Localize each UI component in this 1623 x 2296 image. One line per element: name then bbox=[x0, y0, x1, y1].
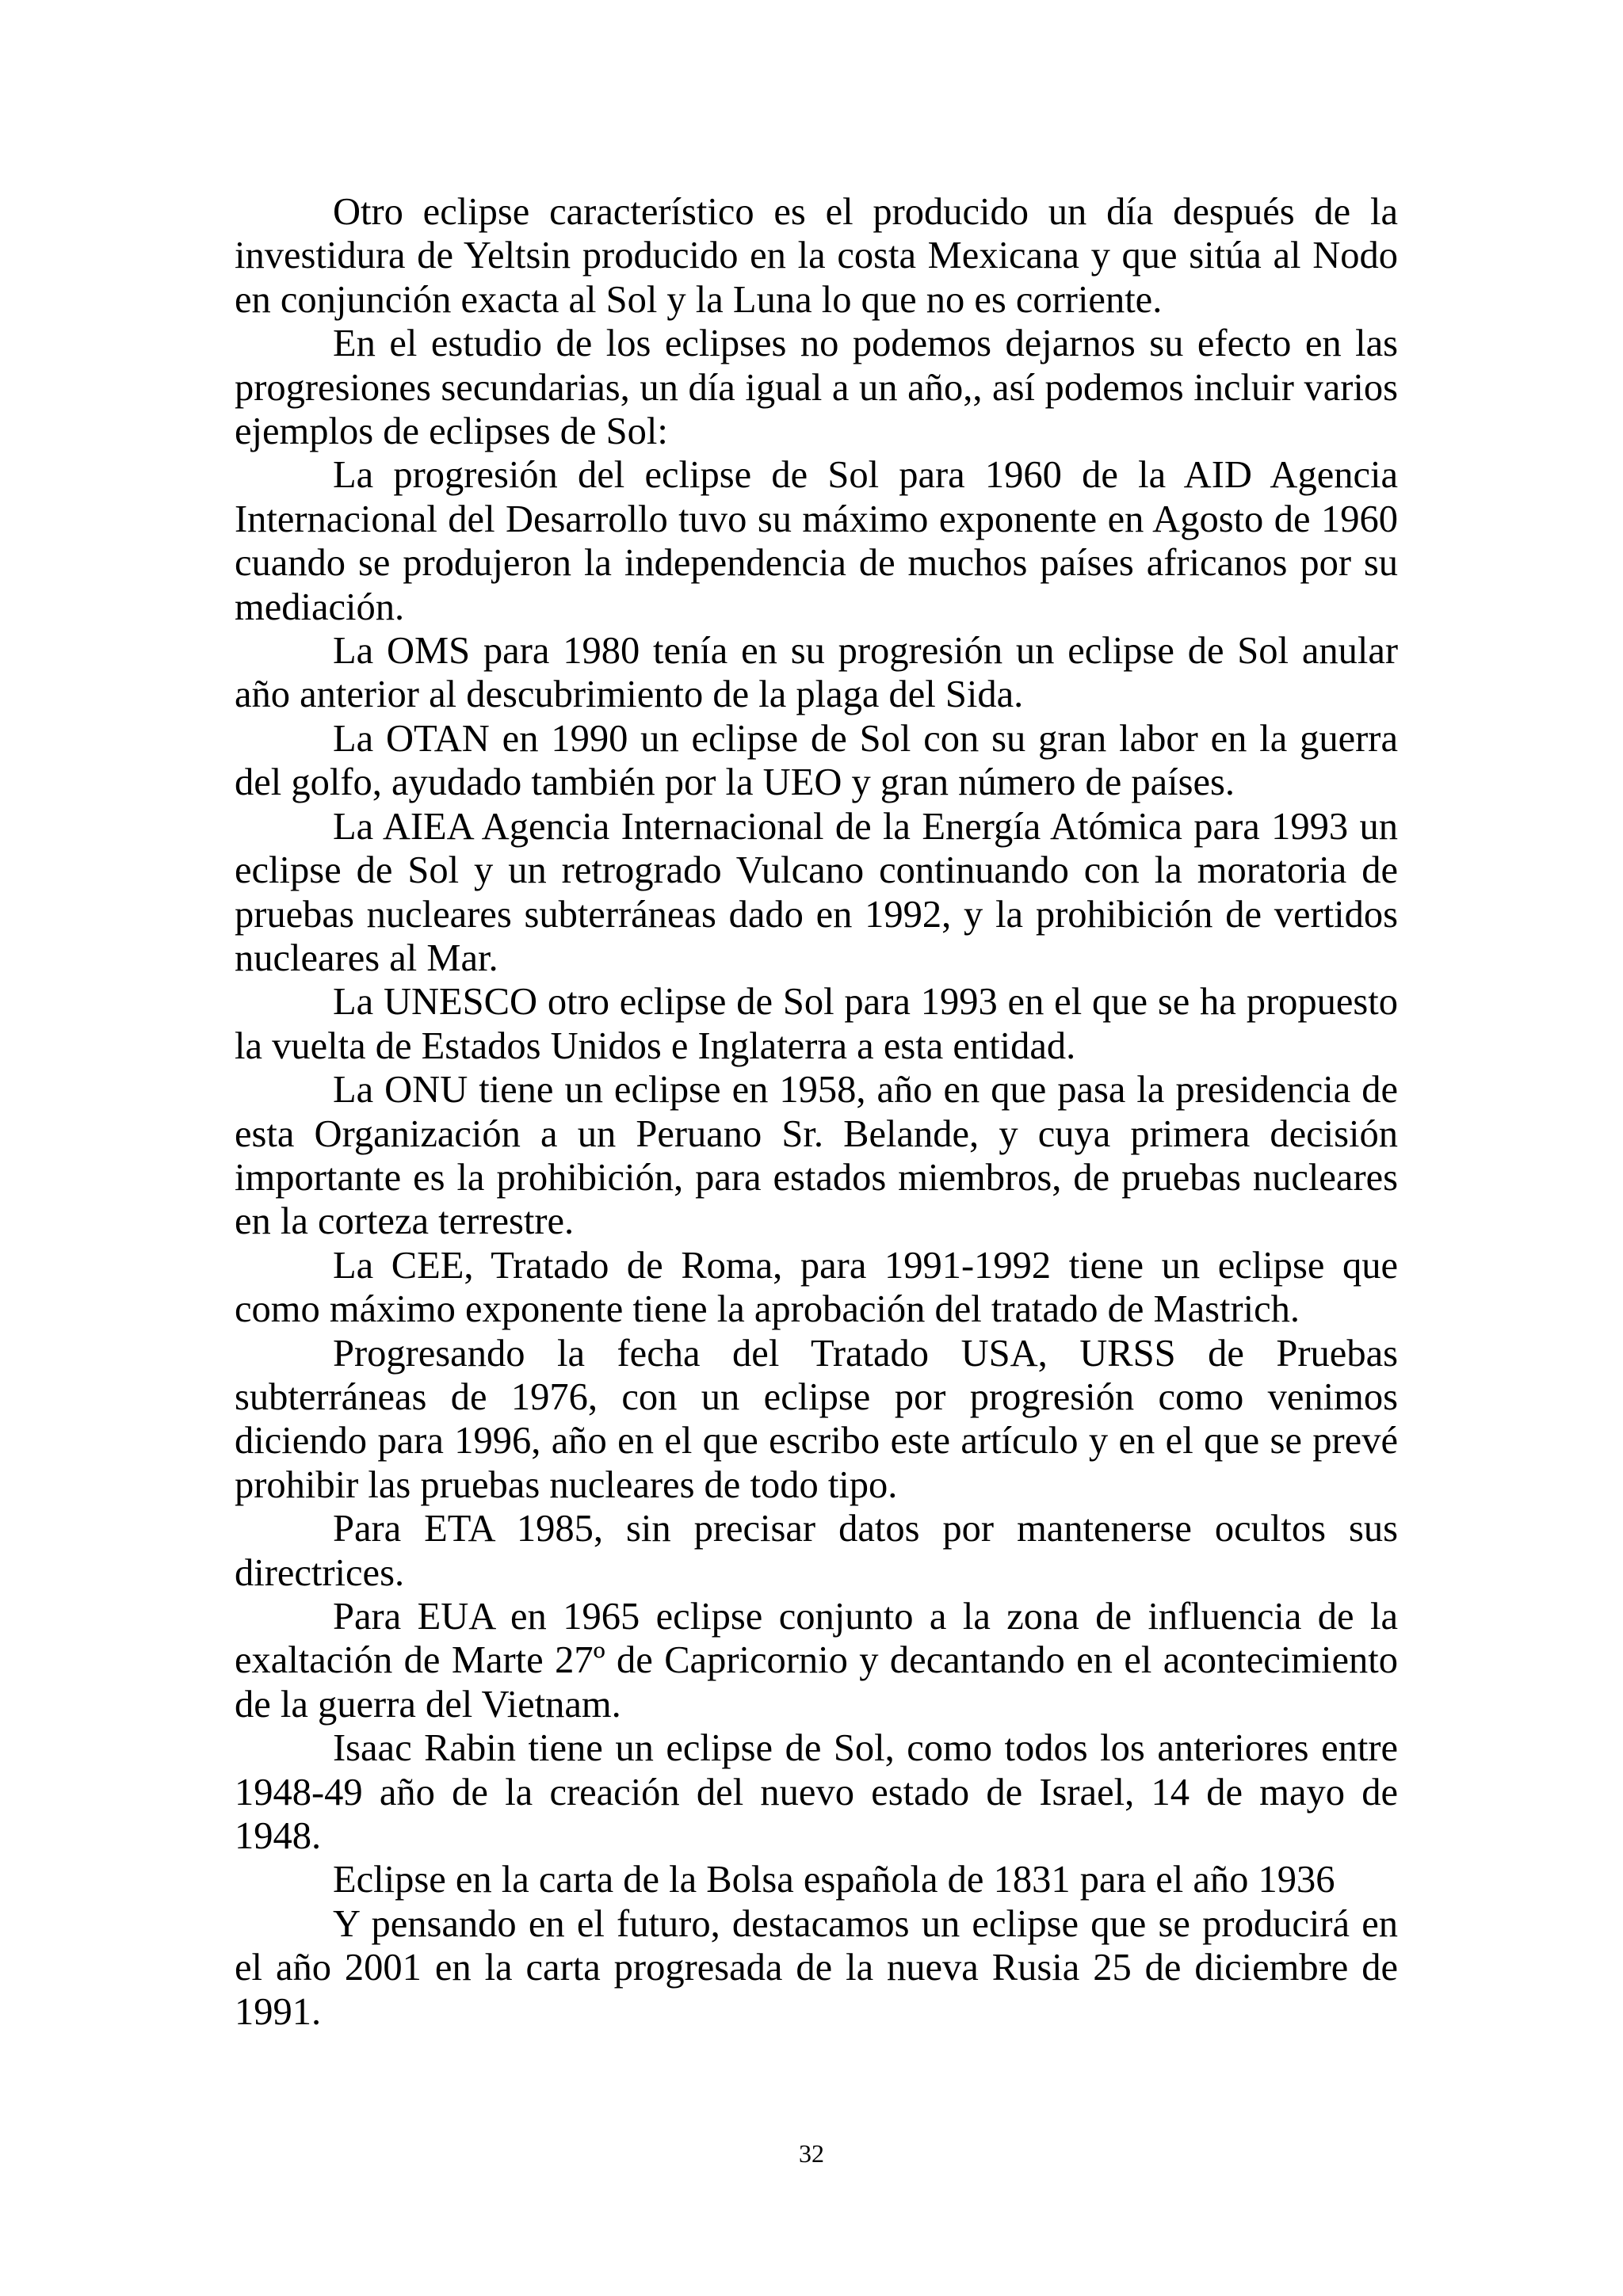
page-number: 32 bbox=[799, 2139, 824, 2168]
page-body bbox=[235, 190, 1398, 2034]
paragraph: Progresando la fecha del Tratado USA, URSS de Pruebas subterráneas de 1976, con un eclipse por progresión como venimos diciendo para 1996, año en el que escribo este artículo y en el que se prevé prohibir las pruebas nucleares de todo tipo. bbox=[235, 1332, 1398, 1506]
paragraph: La UNESCO otro eclipse de Sol para 1993 en el que se ha propuesto la vuelta de Estados Unidos e Inglaterra a esta entidad. bbox=[235, 981, 1398, 1067]
paragraph: La ONU tiene un eclipse en 1958, año en que pasa la presidencia de esta Organización a un Peruano Sr. Belande, y cuya primera decisión importante es la prohibición, para estados miembros, de pruebas nucleares en la corteza terrestre. bbox=[235, 1069, 1398, 1243]
paragraph: La AIEA Agencia Internacional de la Energía Atómica para 1993 un eclipse de Sol y un retrogrado Vulcano continuando con la moratoria de pruebas nucleares subterráneas dado en 1992, y la prohibición de vertidos nucleares al Mar. bbox=[235, 805, 1398, 979]
paragraph: Para ETA 1985, sin precisar datos por mantenerse ocultos sus directrices. bbox=[235, 1508, 1398, 1594]
paragraph: La OTAN en 1990 un eclipse de Sol con su gran labor en la guerra del golfo, ayudado también por la UEO y gran número de países. bbox=[235, 717, 1398, 804]
paragraph: En el estudio de los eclipses no podemos dejarnos su efecto en las progresiones secundarias, un día igual a un año,, así podemos incluir varios ejemplos de eclipses de Sol: bbox=[235, 322, 1398, 453]
paragraph: La CEE, Tratado de Roma, para 1991-1992 tiene un eclipse que como máximo exponente tiene la aprobación del tratado de Mastrich. bbox=[235, 1244, 1398, 1331]
paragraph: Eclipse en la carta de la Bolsa española de 1831 para el año 1936 bbox=[333, 1859, 1335, 1901]
paragraph: La OMS para 1980 tenía en su progresión un eclipse de Sol anular año anterior al descubrimiento de la plaga del Sida. bbox=[235, 630, 1398, 716]
paragraph: Y pensando en el futuro, destacamos un eclipse que se producirá en el año 2001 en la carta progresada de la nueva Rusia 25 de diciembre de 1991. bbox=[235, 1902, 1398, 2033]
paragraph: Isaac Rabin tiene un eclipse de Sol, como todos los anteriores entre 1948-49 año de la creación del nuevo estado de Israel, 14 de mayo de 1948. bbox=[235, 1727, 1398, 1858]
paragraph: La progresión del eclipse de Sol para 1960 de la AID Agencia Internacional del Desarrollo tuvo su máximo exponente en Agosto de 1960 cuando se produjeron la independencia de muchos países africanos por su mediación. bbox=[235, 454, 1398, 628]
paragraph: Otro eclipse característico es el producido un día después de la investidura de Yeltsin producido en la costa Mexicana y que sitúa al Nodo en conjunción exacta al Sol y la Luna lo que no es corriente. bbox=[235, 191, 1398, 321]
paragraph: Para EUA en 1965 eclipse conjunto a la zona de influencia de la exaltación de Marte 27º de Capricornio y decantando en el acontecimiento de la guerra del Vietnam. bbox=[235, 1596, 1398, 1726]
